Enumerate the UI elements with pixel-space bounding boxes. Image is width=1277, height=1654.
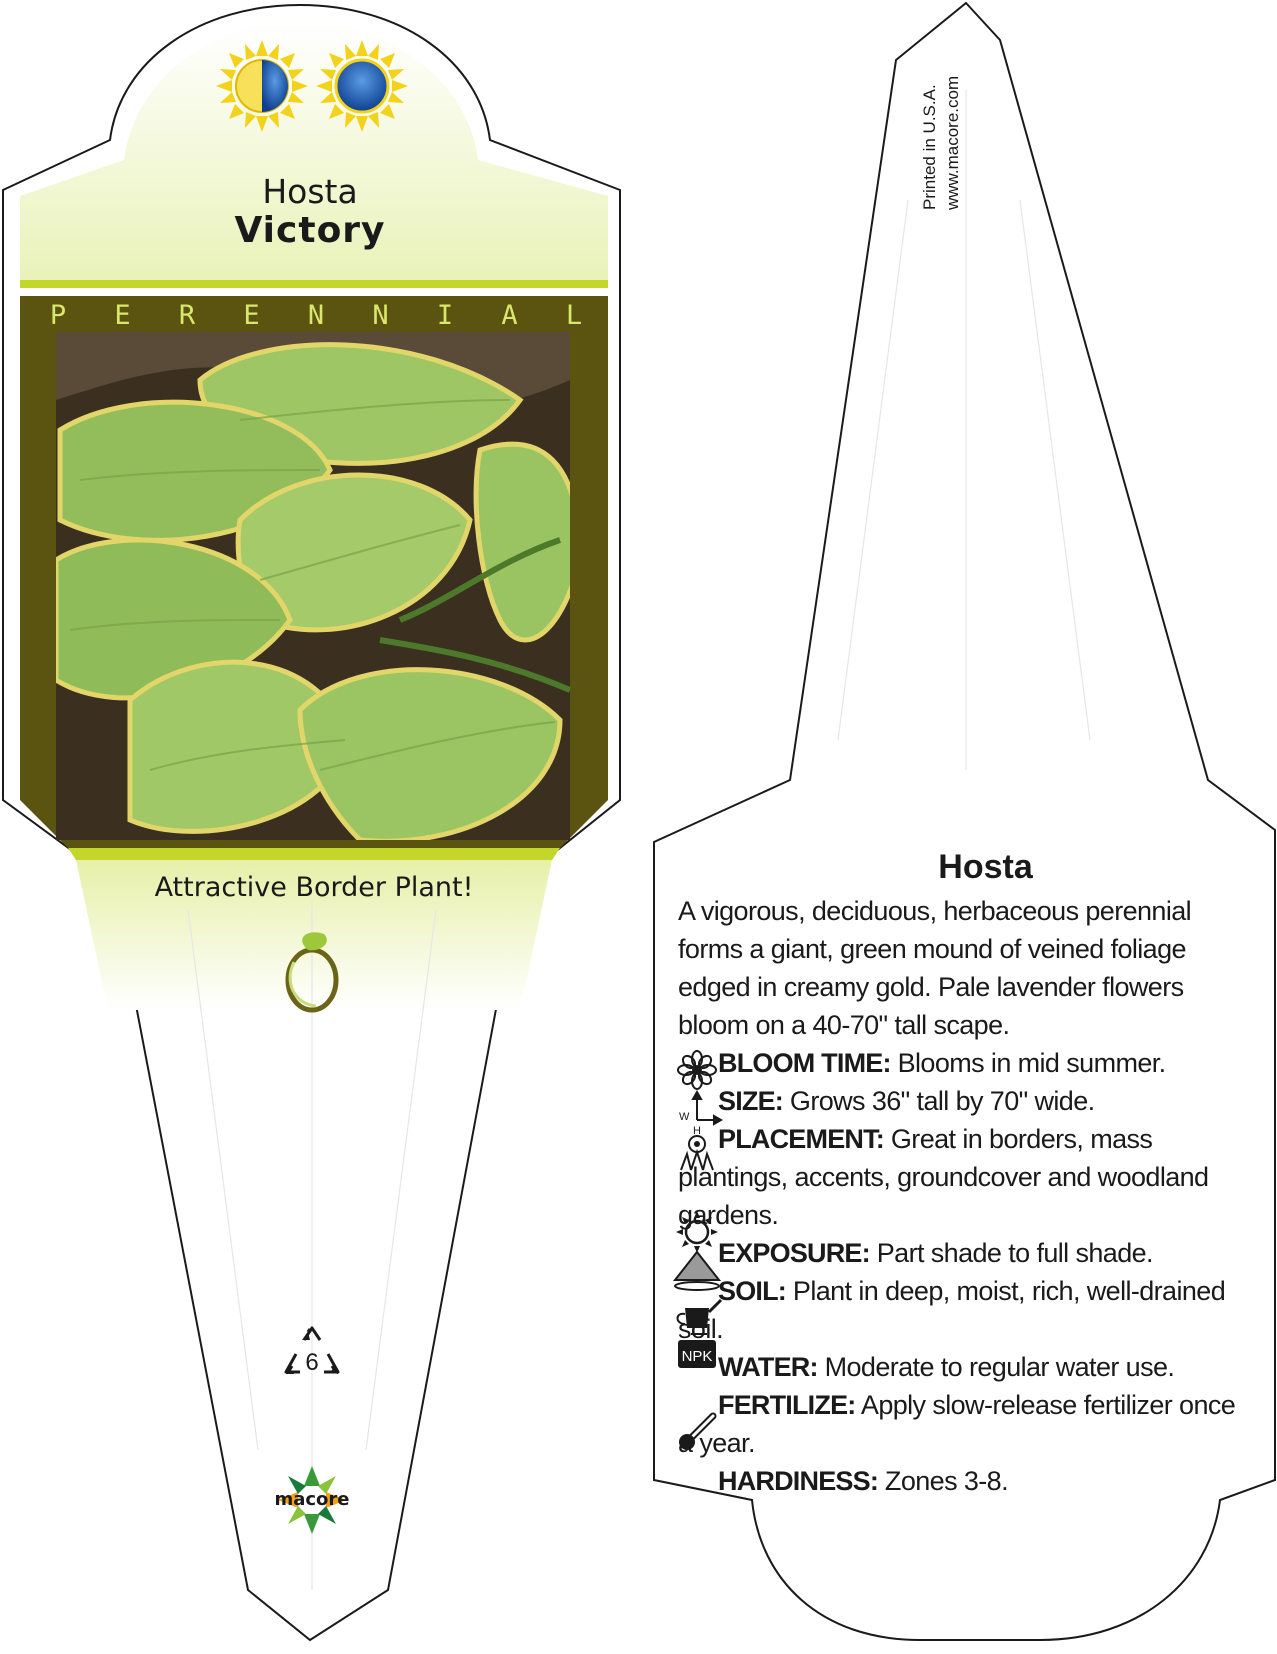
part-sun-icon	[216, 40, 308, 132]
category-letter: A	[501, 300, 518, 331]
attr-label: WATER:	[718, 1352, 818, 1382]
print-note-url: www.macore.com	[943, 75, 962, 210]
svg-text:NPK: NPK	[681, 1348, 713, 1365]
category-letter: P	[49, 300, 67, 331]
attr-label: PLACEMENT:	[718, 1124, 884, 1154]
attr-text: Plant in deep, moist, rich, well-drained soil.	[678, 1276, 1226, 1344]
svg-text:W: W	[679, 1111, 690, 1123]
attr-label: BLOOM TIME:	[718, 1048, 891, 1078]
attr-label: SOIL:	[718, 1276, 786, 1306]
header-rule	[20, 280, 608, 288]
attr-bloom-time	[678, 1044, 1253, 1082]
full-shade-icon	[316, 40, 408, 132]
category-letter: N	[307, 300, 325, 331]
attr-text: Great in borders, mass plantings, accents, groundcover and woodland gardens.	[678, 1124, 1209, 1230]
back-copy	[678, 848, 1253, 1500]
attr-text: Zones 3-8.	[884, 1466, 1008, 1496]
attr-fertilize	[678, 1386, 1253, 1462]
attr-text: Moderate to regular water use.	[824, 1352, 1175, 1382]
attr-text: Grows 36" tall by 70" wide.	[789, 1086, 1095, 1116]
print-note-country: Printed in U.S.A.	[920, 84, 939, 210]
plant-name: Hosta	[262, 172, 358, 211]
variety-name: Victory	[234, 210, 386, 251]
attr-label: HARDINESS:	[718, 1466, 879, 1496]
attr-text: Apply slow-release fertilizer once a year.	[678, 1390, 1236, 1458]
attr-exposure	[678, 1234, 1253, 1272]
attr-placement	[678, 1120, 1253, 1234]
description: A vigorous, deciduous, herbaceous perennial forms a giant, green mound of veined foliage edged in creamy gold. Pale lavender flowers bloom on a 40-70" tall scape.	[678, 896, 1192, 1040]
category-letter: E	[114, 300, 131, 331]
attr-label: EXPOSURE:	[718, 1238, 870, 1268]
category-letter: R	[178, 300, 196, 331]
attr-size	[678, 1082, 1253, 1120]
category-label	[46, 300, 586, 334]
attr-label: FERTILIZE:	[718, 1390, 856, 1420]
category-letter: L	[565, 300, 583, 331]
category-letter: E	[243, 300, 260, 331]
svg-text:H: H	[693, 1125, 701, 1137]
back-title: Hosta	[938, 848, 1033, 886]
attr-text: Part shade to full shade.	[876, 1238, 1153, 1268]
macore-logo-text: macore	[274, 1489, 350, 1510]
plant-photo	[56, 332, 580, 841]
tagline: Attractive Border Plant!	[154, 872, 474, 903]
print-note	[918, 0, 978, 210]
tagline-band	[68, 848, 560, 860]
attr-hardiness	[678, 1462, 1253, 1500]
attr-label: SIZE:	[718, 1086, 784, 1116]
recycle-number: 6	[305, 1349, 319, 1376]
category-letter: N	[372, 300, 389, 331]
attr-soil	[678, 1272, 1253, 1348]
attr-text: Blooms in mid summer.	[897, 1048, 1166, 1078]
attr-water	[678, 1348, 1253, 1386]
category-letter: I	[436, 300, 454, 331]
